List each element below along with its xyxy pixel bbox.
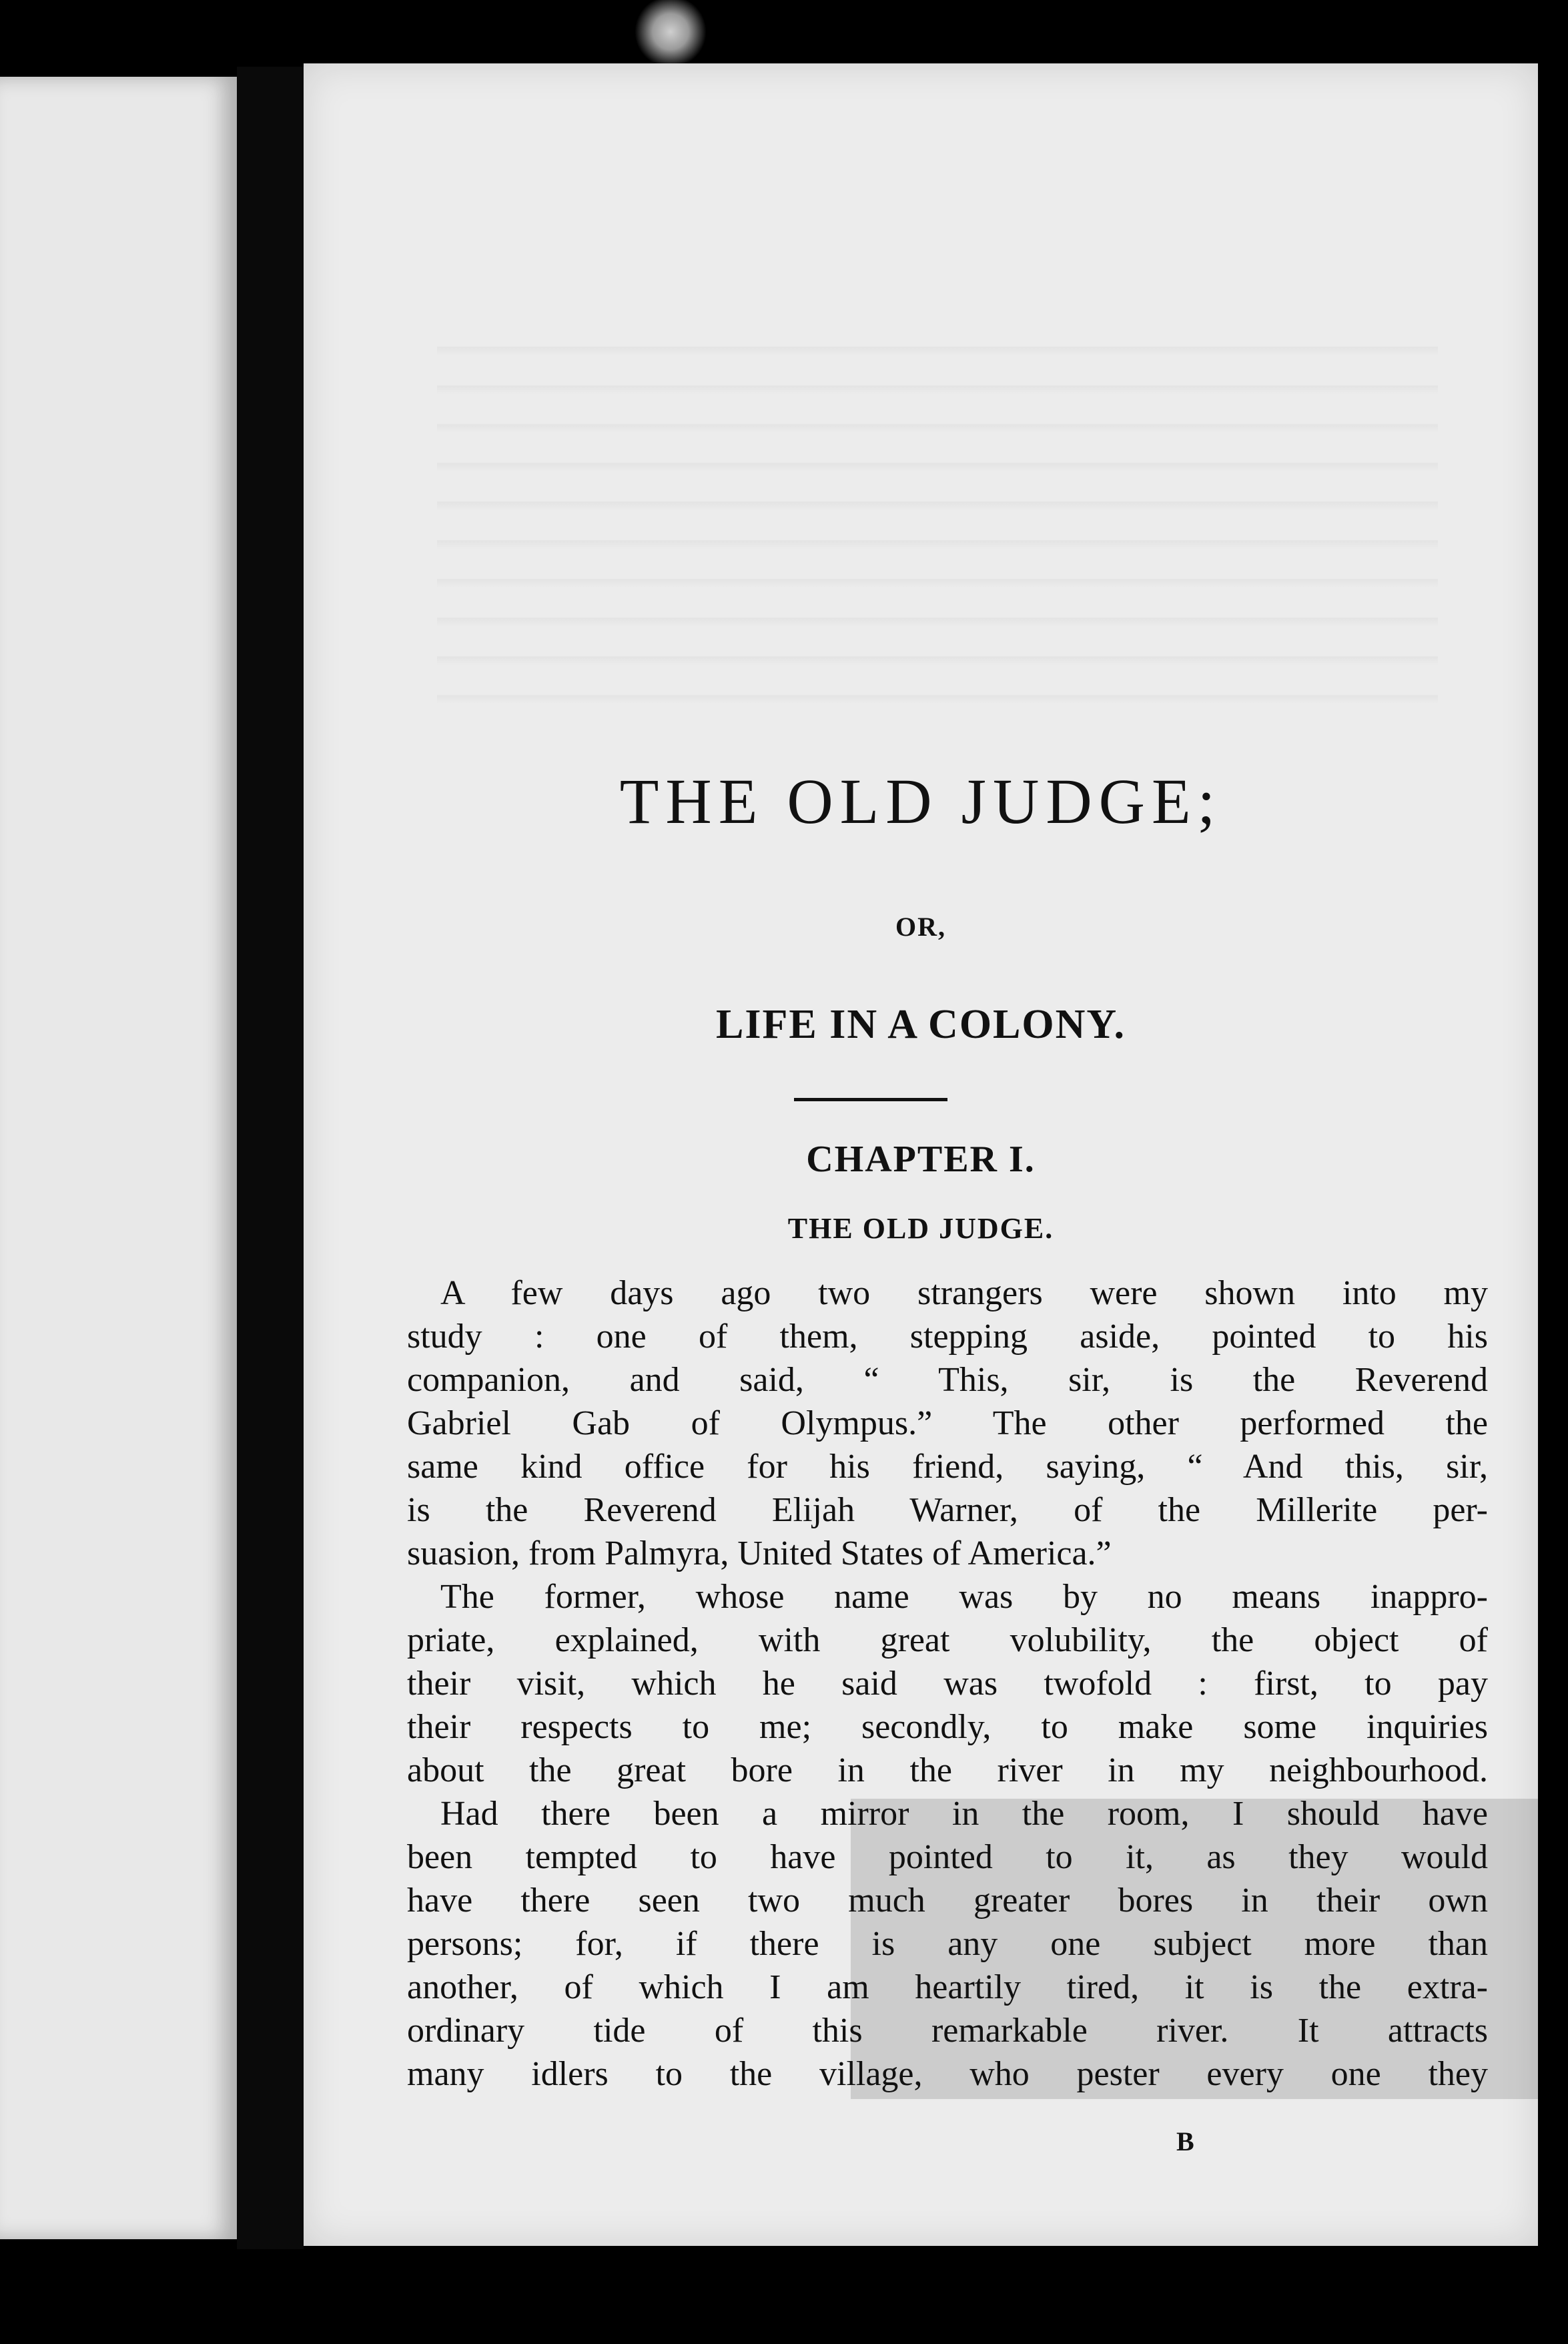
- book-subtitle: LIFE IN A COLONY.: [716, 1002, 1126, 1047]
- signature-mark: B: [1176, 2126, 1194, 2156]
- text-line: companion, and said, “ This, sir, is the Reverend: [407, 1361, 1488, 1399]
- text-line: their visit, which he said was twofold : first, to pay: [407, 1665, 1488, 1703]
- text-line: ordinary tide of this remarkable river. It attracts: [407, 2012, 1488, 2050]
- text-line: suasion, from Palmyra, United States of America.”: [407, 1534, 1112, 1572]
- bleed-through-text: [437, 317, 1438, 731]
- title-conjunction: OR,: [895, 912, 946, 942]
- book-gutter: [237, 67, 304, 2249]
- divider-rule: [794, 1098, 947, 1101]
- text-line: persons; for, if there is any one subject more than: [407, 1925, 1488, 1963]
- text-line: A few days ago two strangers were shown into my: [440, 1274, 1488, 1312]
- text-line: priate, explained, with great volubility, the object of: [407, 1621, 1488, 1659]
- text-line: have there seen two much greater bores in their own: [407, 1881, 1488, 1920]
- text-line: their respects to me; secondly, to make some inquiries: [407, 1708, 1488, 1746]
- text-line: another, of which I am heartily tired, it is the extra-: [407, 1968, 1488, 2006]
- book-page: [304, 63, 1538, 2246]
- text-line: same kind office for his friend, saying, “ And this, sir,: [407, 1448, 1488, 1486]
- chapter-title: THE OLD JUDGE.: [787, 1212, 1054, 1245]
- text-line: Gabriel Gab of Olympus.” The other performed the: [407, 1404, 1488, 1442]
- book-title: THE OLD JUDGE;: [619, 766, 1222, 837]
- body-text: [407, 1271, 1488, 2096]
- text-line: been tempted to have pointed to it, as they would: [407, 1838, 1488, 1876]
- text-line: study : one of them, stepping aside, pointed to his: [407, 1317, 1488, 1356]
- text-line: many idlers to the village, who pester every one they: [407, 2055, 1488, 2093]
- scan-blemish: [631, 0, 711, 63]
- chapter-heading: CHAPTER I.: [806, 1139, 1036, 1180]
- text-line: The former, whose name was by no means inappro-: [440, 1578, 1488, 1616]
- text-line: Had there been a mirror in the room, I should have: [440, 1795, 1488, 1833]
- text-line: is the Reverend Elijah Warner, of the Millerite per-: [407, 1491, 1488, 1529]
- text-line: about the great bore in the river in my neighbourhood.: [407, 1751, 1488, 1789]
- left-facing-page: [0, 77, 237, 2239]
